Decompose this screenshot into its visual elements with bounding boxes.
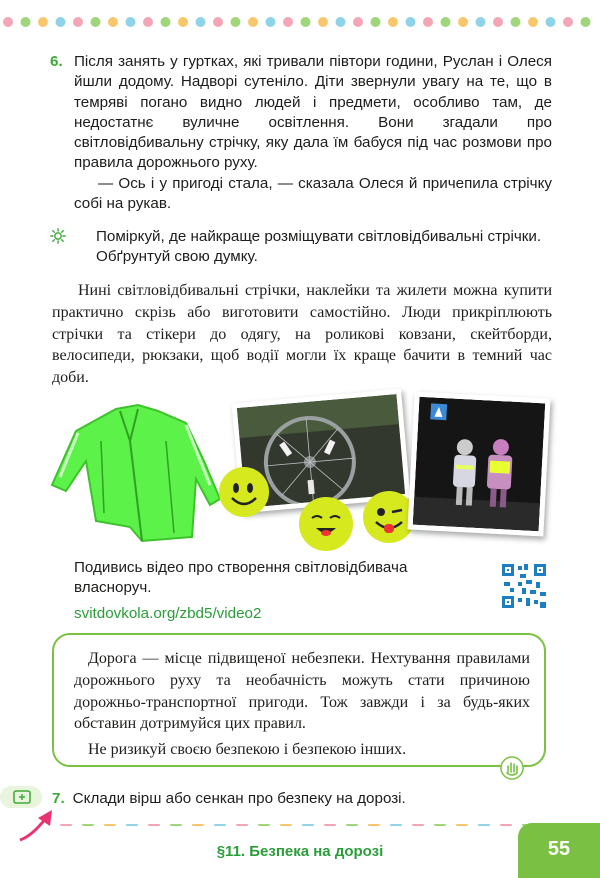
decor-dash [192, 824, 204, 826]
decor-dot [38, 17, 48, 27]
decor-dot [248, 17, 258, 27]
reflective-jacket-image [46, 401, 222, 543]
safety-rule-text [74, 648, 530, 761]
top-dot-border [0, 16, 600, 28]
decor-dash [390, 824, 402, 826]
safety-rule-paragraph-2: Не ризикуй своєю безпекою і безпекою інших. [88, 741, 407, 759]
decor-dash [302, 824, 314, 826]
task-number: 6. [50, 53, 63, 70]
decor-dot [441, 17, 451, 27]
decor-dash [236, 824, 248, 826]
decor-dot [3, 17, 13, 27]
decor-dot [336, 17, 346, 27]
decor-dot [388, 17, 398, 27]
decor-dash [346, 824, 358, 826]
decor-dash [170, 824, 182, 826]
page-number: 55 [547, 838, 571, 860]
decor-dash [258, 824, 270, 826]
decor-dot [56, 17, 66, 27]
decor-dash [280, 824, 292, 826]
decor-dash [126, 824, 138, 826]
task-6-paragraph-1: Після занять у гуртках, які тривали півтори години, Руслан і Олеся йшли додому. Надворі сутеніло. Діти звернули увагу на те, що в темряві погано видно людей і предмети, особливо там, де недостатнє вуличне освітлення. Вони згадали про світловідбивальну стрічку, яку дала їм бабуся під час розмови про правила дорожнього руху. [74, 53, 552, 172]
task-7 [52, 789, 406, 809]
decor-dot [423, 17, 433, 27]
lightbulb-icon [50, 228, 66, 244]
section-title: §11. Безпека на дорозі [216, 843, 384, 860]
decor-dot [318, 17, 328, 27]
decor-dot [581, 17, 591, 27]
decor-dot [458, 17, 468, 27]
decor-dot [546, 17, 556, 27]
decor-dash [82, 824, 94, 826]
footer-dash-divider [0, 820, 600, 830]
think-prompt [74, 227, 554, 268]
task-6-paragraph-2: — Ось і у пригоді стала, — сказала Олеся й причепила стрічку собі на рукав. [74, 174, 552, 213]
video-link[interactable]: svitdovkola.org/zbd5/video2 [74, 605, 262, 622]
decor-dash [104, 824, 116, 826]
decor-dot [21, 17, 31, 27]
decor-dash [148, 824, 160, 826]
children-with-vests-photo [407, 392, 550, 537]
main-paragraph: Нині світловідбивальні стрічки, наклейки та жилети можна купити практично скрізь або виготовити самостійно. Люди прикріплюють стрічки та стікери до одягу, на роликові ковзани, скейтборди, велосипеди, рюкзаки, щоб водії могли їх краще бачити в темний час доби. [52, 282, 552, 387]
decor-dash [412, 824, 424, 826]
decor-dash [456, 824, 468, 826]
winking-sticker-icon [298, 496, 354, 552]
decor-dot [143, 17, 153, 27]
decor-dot [406, 17, 416, 27]
decor-dash [434, 824, 446, 826]
decor-dot [231, 17, 241, 27]
decor-dot [476, 17, 486, 27]
decor-dot [283, 17, 293, 27]
task-7-text: Склади вірш або сенкан про безпеку на дорозі. [72, 790, 406, 807]
decor-dash [500, 824, 512, 826]
qr-code-icon[interactable] [500, 562, 548, 610]
decor-dot [266, 17, 276, 27]
smiley-sticker-icon [218, 466, 270, 518]
decor-dot [161, 17, 171, 27]
decor-dot [108, 17, 118, 27]
decor-dash [60, 824, 72, 826]
think-text: Поміркуй, де найкраще розміщувати світловідбивальні стрічки. Обґрунтуй свою думку. [96, 228, 542, 266]
first-aid-kit-icon [0, 786, 42, 808]
hand-icon [499, 756, 525, 780]
decor-dash [324, 824, 336, 826]
task-6 [52, 52, 552, 214]
decor-dot [178, 17, 188, 27]
video-prompt: Подивись відео про створення світловідбивача власноруч. [74, 559, 408, 597]
decor-dot [353, 17, 363, 27]
decor-dot [528, 17, 538, 27]
decor-dot [73, 17, 83, 27]
safety-rule-paragraph-1: Дорога — місце підвищеної небезпеки. Нехтування правилами дорожнього руху та необачність можуть стати причиною дорожньо-транспортної пригоди. Тож завжди і за будь-яких обставин дотримуйся цих правил. [74, 650, 530, 733]
decor-dot [126, 17, 136, 27]
task-number: 7. [52, 790, 65, 807]
decor-dash [214, 824, 226, 826]
decor-dot [493, 17, 503, 27]
decor-dash [478, 824, 490, 826]
decor-dot [371, 17, 381, 27]
decor-dot [196, 17, 206, 27]
decor-dot [91, 17, 101, 27]
decor-dot [563, 17, 573, 27]
decor-dot [213, 17, 223, 27]
decor-dot [301, 17, 311, 27]
decor-dash [368, 824, 380, 826]
decor-dot [511, 17, 521, 27]
